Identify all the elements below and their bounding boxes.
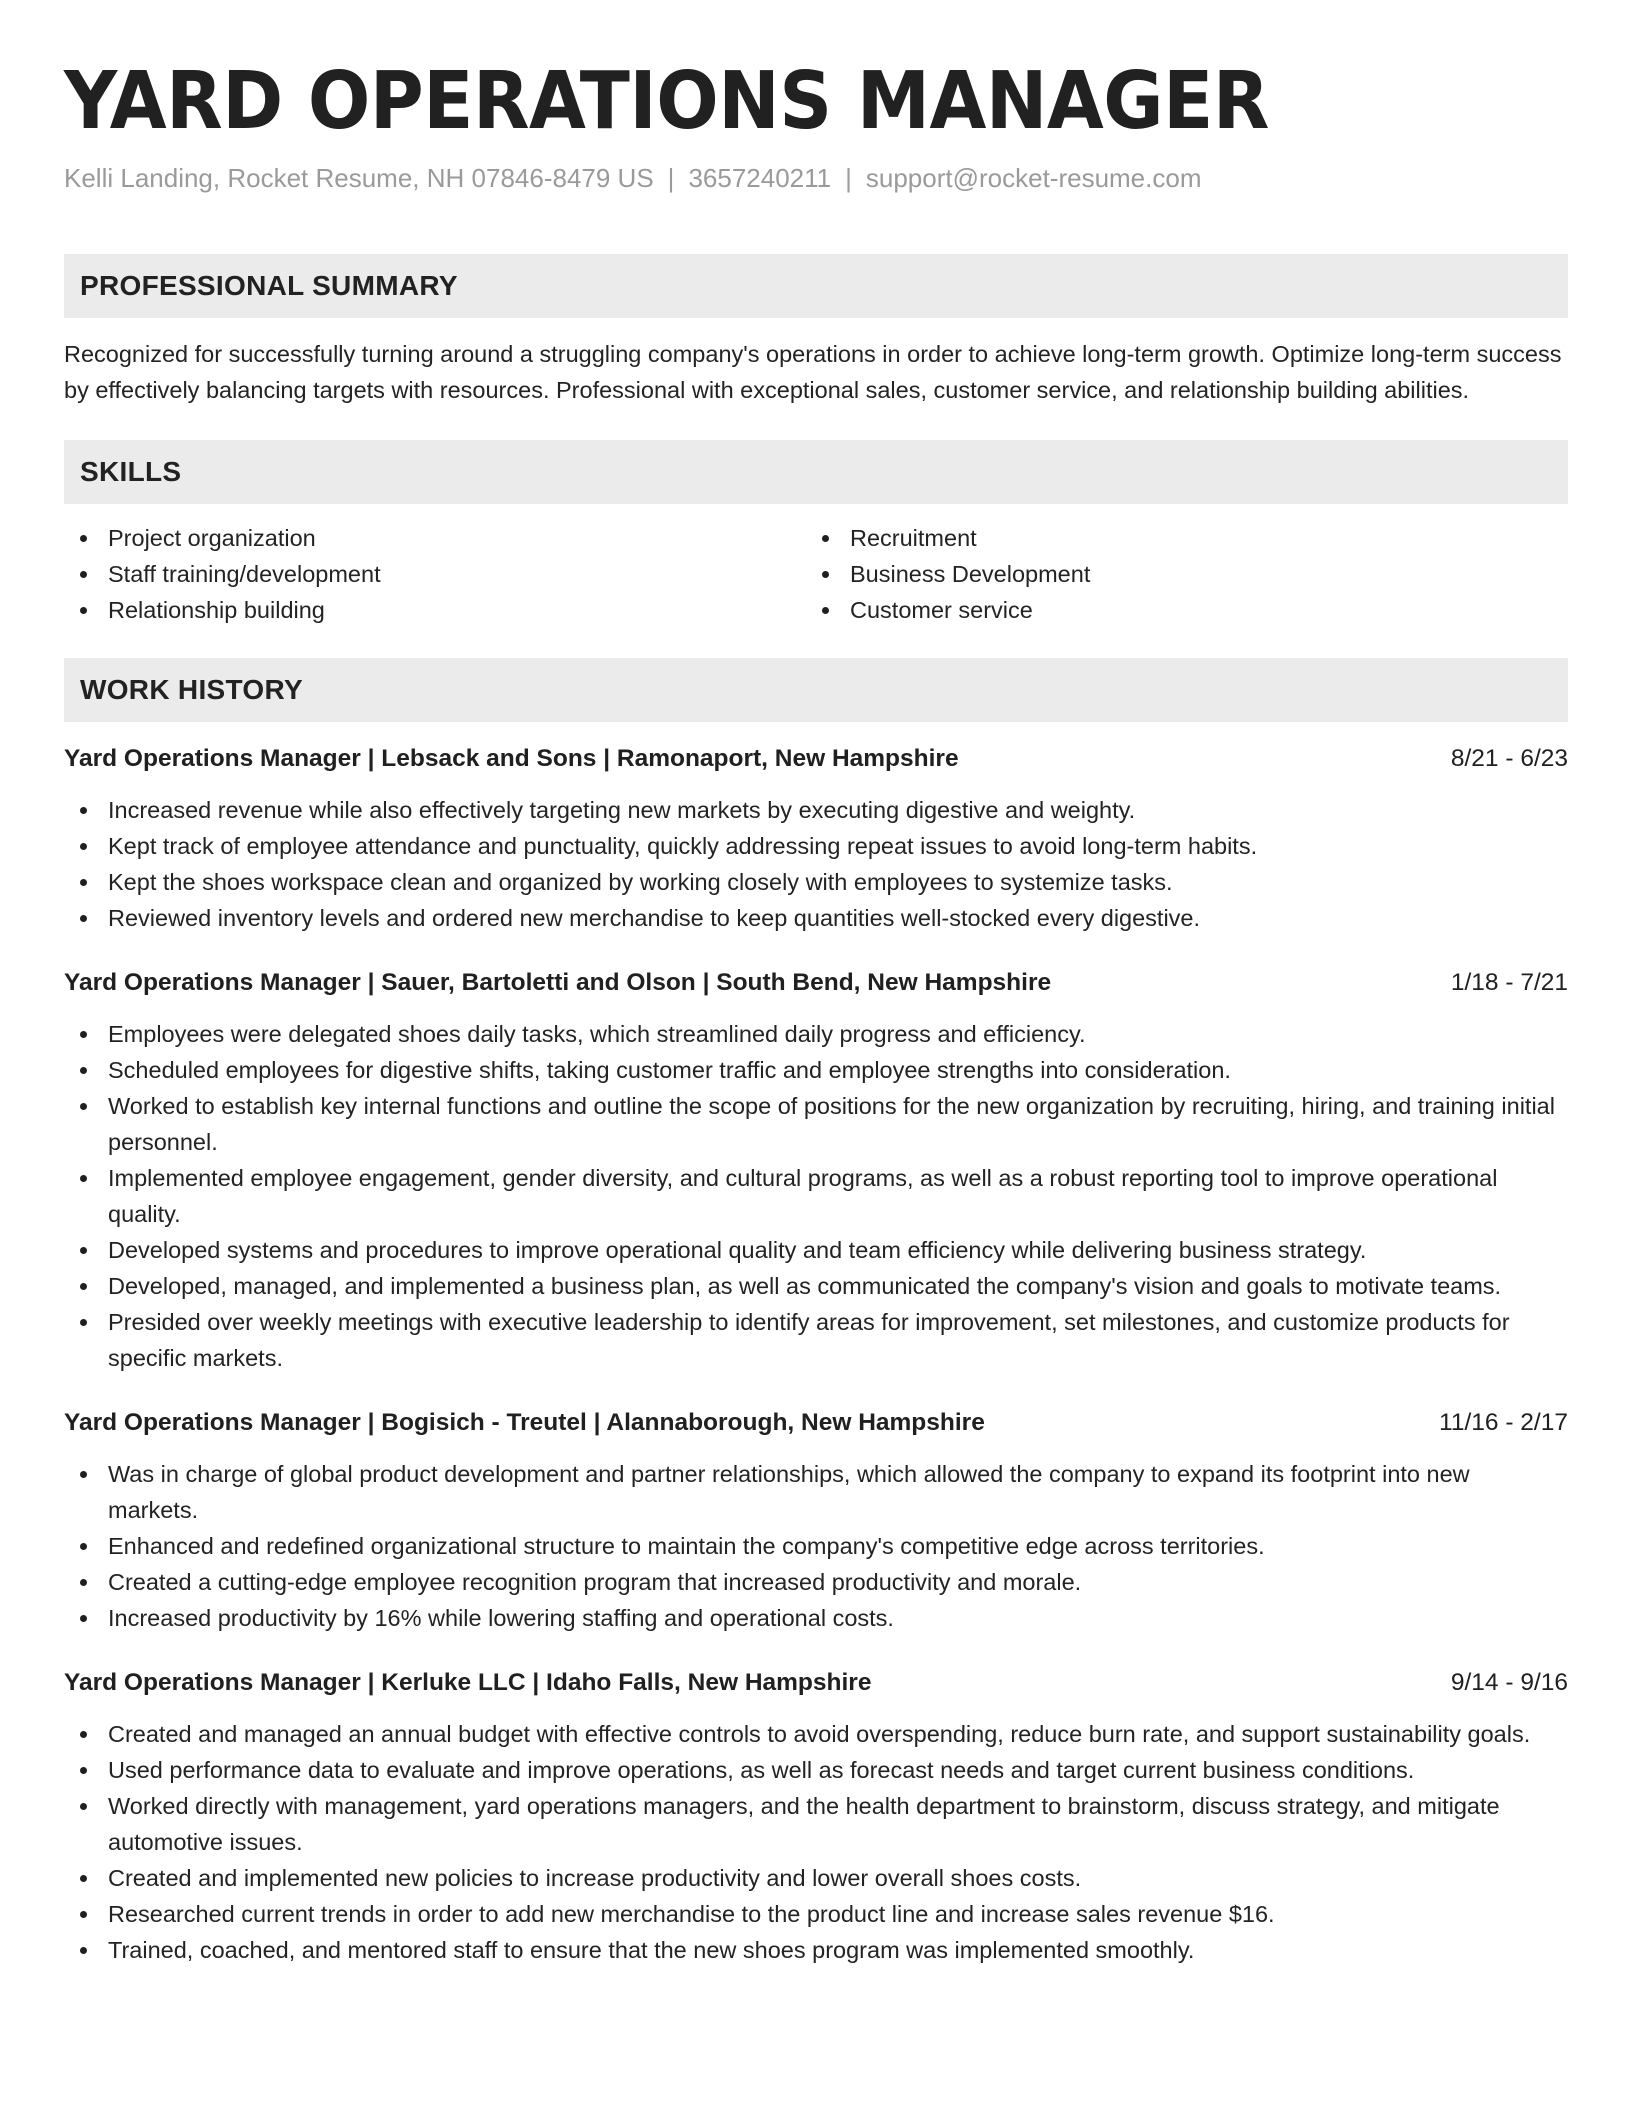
job-entry xyxy=(64,740,1568,936)
job-title: Yard Operations Manager | Bogisich - Treutel | Alannaborough, New Hampshire xyxy=(64,1409,985,1437)
job-bullet: Developed, managed, and implemented a business plan, as well as communicated the company's vision and goals to motivate teams. xyxy=(64,1268,1568,1304)
skill-item: Relationship building xyxy=(64,592,806,628)
job-header xyxy=(64,740,1568,778)
job-title: Yard Operations Manager | Sauer, Bartoletti and Olson | South Bend, New Hampshire xyxy=(64,969,1052,997)
page-title: YARD OPERATIONS MANAGER xyxy=(64,55,1269,147)
job-bullet: Increased revenue while also effectively targeting new markets by executing digestive and weighty. xyxy=(64,792,1568,828)
job-bullet: Researched current trends in order to add new merchandise to the product line and increase sales revenue $16. xyxy=(64,1896,1568,1932)
job-bullet: Trained, coached, and mentored staff to ensure that the new shoes program was implemented smoothly. xyxy=(64,1932,1568,1968)
job-bullet: Presided over weekly meetings with executive leadership to identify areas for improvement, set milestones, and customize products for specific markets. xyxy=(64,1304,1568,1376)
job-dates: 1/18 - 7/21 xyxy=(1450,969,1568,997)
job-header xyxy=(64,1404,1568,1442)
job-bullets xyxy=(64,792,1568,936)
job-bullet: Kept the shoes workspace clean and organized by working closely with employees to systemize tasks. xyxy=(64,864,1568,900)
job-entry xyxy=(64,1664,1568,1968)
job-dates: 9/14 - 9/16 xyxy=(1450,1669,1568,1697)
contact-address: Kelli Landing, Rocket Resume, NH 07846-8479 US xyxy=(64,163,654,193)
skill-item: Business Development xyxy=(806,556,1548,592)
job-bullet: Reviewed inventory levels and ordered new merchandise to keep quantities well-stocked every digestive. xyxy=(64,900,1568,936)
job-bullets xyxy=(64,1456,1568,1636)
job-entry xyxy=(64,1404,1568,1636)
job-bullet: Implemented employee engagement, gender diversity, and cultural programs, as well as a robust reporting tool to improve operational quality. xyxy=(64,1160,1568,1232)
job-title: Yard Operations Manager | Kerluke LLC | Idaho Falls, New Hampshire xyxy=(64,1669,872,1697)
job-bullet: Kept track of employee attendance and punctuality, quickly addressing repeat issues to avoid long-term habits. xyxy=(64,828,1568,864)
job-bullet: Developed systems and procedures to improve operational quality and team efficiency while delivering business strategy. xyxy=(64,1232,1568,1268)
skills-column-right xyxy=(806,520,1548,628)
contact-separator: | xyxy=(667,163,675,193)
contact-line xyxy=(64,163,1568,194)
job-title: Yard Operations Manager | Lebsack and Sons | Ramonaport, New Hampshire xyxy=(64,745,959,773)
section-heading-skills: SKILLS xyxy=(64,440,1568,504)
job-bullets xyxy=(64,1016,1568,1376)
skill-item: Customer service xyxy=(806,592,1548,628)
resume-page xyxy=(64,52,1568,1968)
job-bullet: Worked directly with management, yard operations managers, and the health department to brainstorm, discuss strategy, and mitigate automotive issues. xyxy=(64,1788,1568,1860)
job-bullet: Created a cutting-edge employee recognition program that increased productivity and morale. xyxy=(64,1564,1568,1600)
skills-list xyxy=(64,520,1568,628)
skill-item: Staff training/development xyxy=(64,556,806,592)
job-bullet: Employees were delegated shoes daily tasks, which streamlined daily progress and efficiency. xyxy=(64,1016,1568,1052)
skills-column-left xyxy=(64,520,806,628)
job-bullet: Scheduled employees for digestive shifts, taking customer traffic and employee strengths into consideration. xyxy=(64,1052,1568,1088)
skill-item: Project organization xyxy=(64,520,806,556)
job-header xyxy=(64,1664,1568,1702)
skill-item: Recruitment xyxy=(806,520,1548,556)
section-heading-work-history: WORK HISTORY xyxy=(64,658,1568,722)
summary-text: Recognized for successfully turning around a struggling company's operations in order to achieve long-term growth. Optimize long-term success by effectively balancing targets with resources. Professional with exceptional sales, customer service, and relationship building abilities. xyxy=(64,341,1562,404)
job-entry xyxy=(64,964,1568,1376)
job-bullet: Worked to establish key internal functions and outline the scope of positions for the new organization by recruiting, hiring, and training initial personnel. xyxy=(64,1088,1568,1160)
contact-email: support@rocket-resume.com xyxy=(865,163,1202,193)
job-header xyxy=(64,964,1568,1002)
job-dates: 8/21 - 6/23 xyxy=(1450,745,1568,773)
contact-phone: 3657240211 xyxy=(688,163,832,193)
contact-separator: | xyxy=(845,163,852,193)
section-heading-summary: PROFESSIONAL SUMMARY xyxy=(64,254,1568,318)
job-bullet: Used performance data to evaluate and improve operations, as well as forecast needs and target current business conditions. xyxy=(64,1752,1568,1788)
job-bullet: Created and implemented new policies to increase productivity and lower overall shoes costs. xyxy=(64,1860,1568,1896)
job-bullet: Enhanced and redefined organizational structure to maintain the company's competitive edge across territories. xyxy=(64,1528,1568,1564)
job-bullet: Was in charge of global product development and partner relationships, which allowed the company to expand its footprint into new markets. xyxy=(64,1456,1568,1528)
job-bullet: Increased productivity by 16% while lowering staffing and operational costs. xyxy=(64,1600,1568,1636)
job-bullets xyxy=(64,1716,1568,1968)
job-dates: 11/16 - 2/17 xyxy=(1439,1409,1568,1437)
job-bullet: Created and managed an annual budget with effective controls to avoid overspending, reduce burn rate, and support sustainability goals. xyxy=(64,1716,1568,1752)
